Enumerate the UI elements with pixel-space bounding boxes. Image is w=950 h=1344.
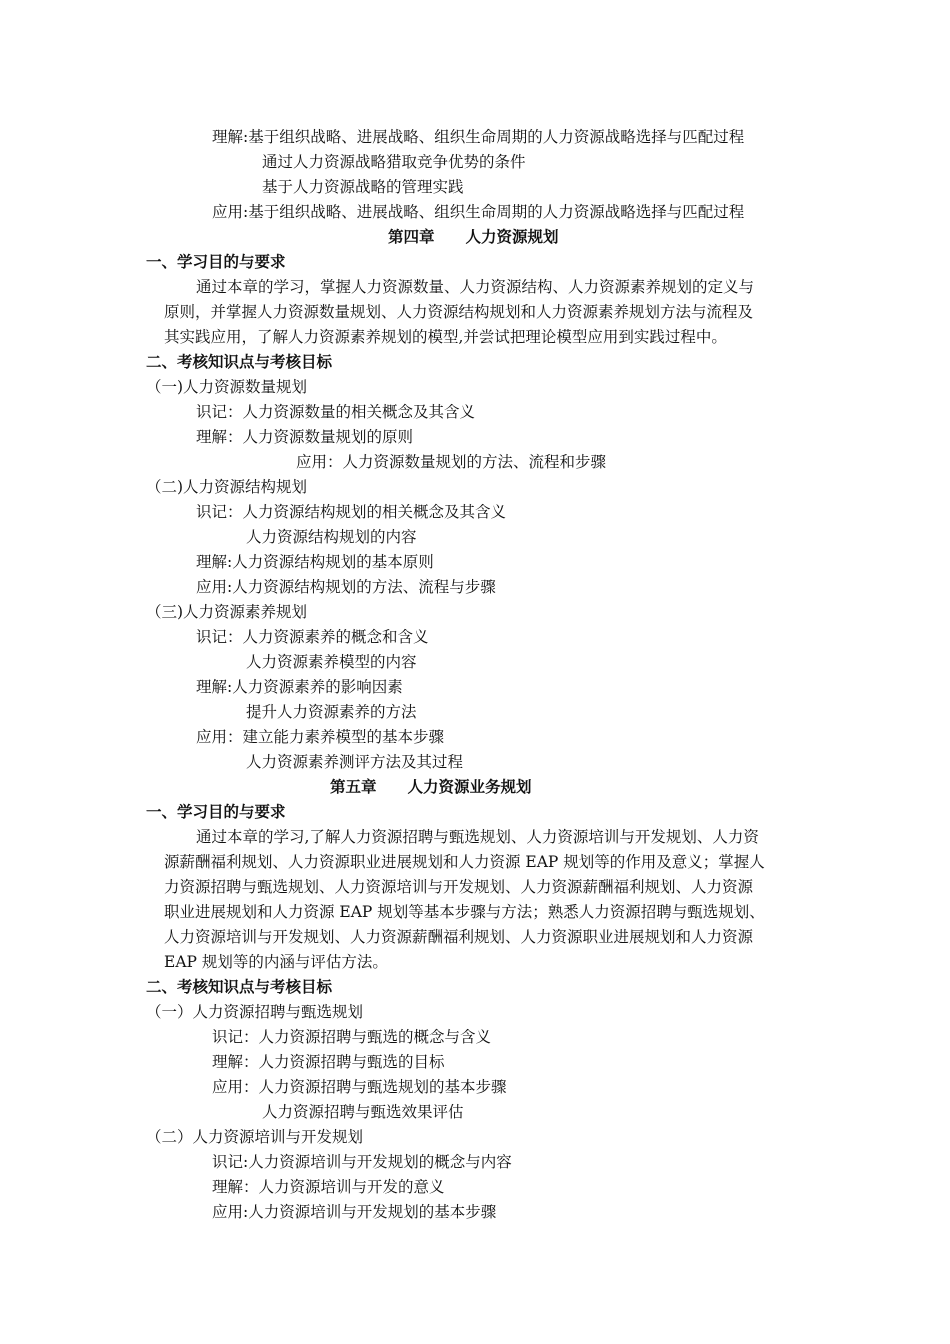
paragraph-line: 其实践应用，了解人力资源素养规划的模型,并尝试把理论模型应用到实践过程中。 [164,328,727,346]
paragraph-line: 职业进展规划和人力资源 EAP 规划等基本步骤与方法；熟悉人力资源招聘与甄选规划、 [164,903,765,921]
paragraph-line: 通过本章的学习,了解人力资源招聘与甄选规划、人力资源培训与开发规划、人力资 [196,828,759,846]
paragraph-line: 人力资源培训与开发规划、人力资源薪酬福利规划、人力资源职业进展规划和人力资源 [164,928,754,946]
chapter-title: 第五章 人力资源业务规划 [330,778,532,796]
text-line: 通过人力资源战略猎取竞争优势的条件 [262,153,526,171]
section-heading: 二、考核知识点与考核目标 [146,978,333,996]
chapter-title: 第四章 人力资源规划 [388,228,559,246]
text-line: 识记：人力资源结构规划的相关概念及其含义 [196,503,507,521]
text-line: 识记:人力资源培训与开发规划的概念与内容 [212,1153,512,1171]
text-line: 理解：人力资源数量规划的原则 [196,428,414,446]
text-line: 人力资源结构规划的内容 [246,528,417,546]
paragraph-line: 原则，并掌握人力资源数量规划、人力资源结构规划和人力资源素养规划方法与流程及 [164,303,754,321]
section-heading: 一、学习目的与要求 [146,253,286,271]
text-line: 理解:人力资源素养的影响因素 [196,678,403,696]
paragraph-line: 通过本章的学习，掌握人力资源数量、人力资源结构、人力资源素养规划的定义与 [196,278,755,296]
text-line: 理解:人力资源结构规划的基本原则 [196,553,434,571]
subsection-heading: （一)人力资源数量规划 [146,378,308,396]
text-line: 基于人力资源战略的管理实践 [262,178,464,196]
text-line: 应用：人力资源数量规划的方法、流程和步骤 [296,453,607,471]
text-line: 应用：建立能力素养模型的基本步骤 [196,728,445,746]
text-line: 应用:人力资源培训与开发规划的基本步骤 [212,1203,497,1221]
section-heading: 二、考核知识点与考核目标 [146,353,333,371]
paragraph-line: 力资源招聘与甄选规划、人力资源培训与开发规划、人力资源薪酬福利规划、人力资源 [164,878,754,896]
text-line: 人力资源素养测评方法及其过程 [246,753,464,771]
paragraph-line: EAP 规划等的内涵与评估方法。 [164,953,388,971]
text-line: 理解：人力资源培训与开发的意义 [212,1178,445,1196]
text-line: 人力资源素养模型的内容 [246,653,417,671]
text-line: 识记：人力资源素养的概念和含义 [196,628,429,646]
text-line: 理解：人力资源招聘与甄选的目标 [212,1053,445,1071]
section-heading: 一、学习目的与要求 [146,803,286,821]
subsection-heading: （二）人力资源培训与开发规划 [146,1128,364,1146]
subsection-heading: （三)人力资源素养规划 [146,603,308,621]
text-line: 提升人力资源素养的方法 [246,703,417,721]
paragraph-line: 源薪酬福利规划、人力资源职业进展规划和人力资源 EAP 规划等的作用及意义；掌握人 [164,853,765,871]
text-line: 识记：人力资源数量的相关概念及其含义 [196,403,476,421]
subsection-heading: （一）人力资源招聘与甄选规划 [146,1003,364,1021]
text-line: 人力资源招聘与甄选效果评估 [262,1103,464,1121]
text-line: 识记：人力资源招聘与甄选的概念与含义 [212,1028,492,1046]
text-line: 应用:基于组织战略、进展战略、组织生命周期的人力资源战略选择与匹配过程 [212,203,745,221]
text-line: 应用:人力资源结构规划的方法、流程与步骤 [196,578,496,596]
subsection-heading: （二)人力资源结构规划 [146,478,308,496]
text-line: 应用：人力资源招聘与甄选规划的基本步骤 [212,1078,507,1096]
text-line: 理解:基于组织战略、进展战略、组织生命周期的人力资源战略选择与匹配过程 [212,128,745,146]
